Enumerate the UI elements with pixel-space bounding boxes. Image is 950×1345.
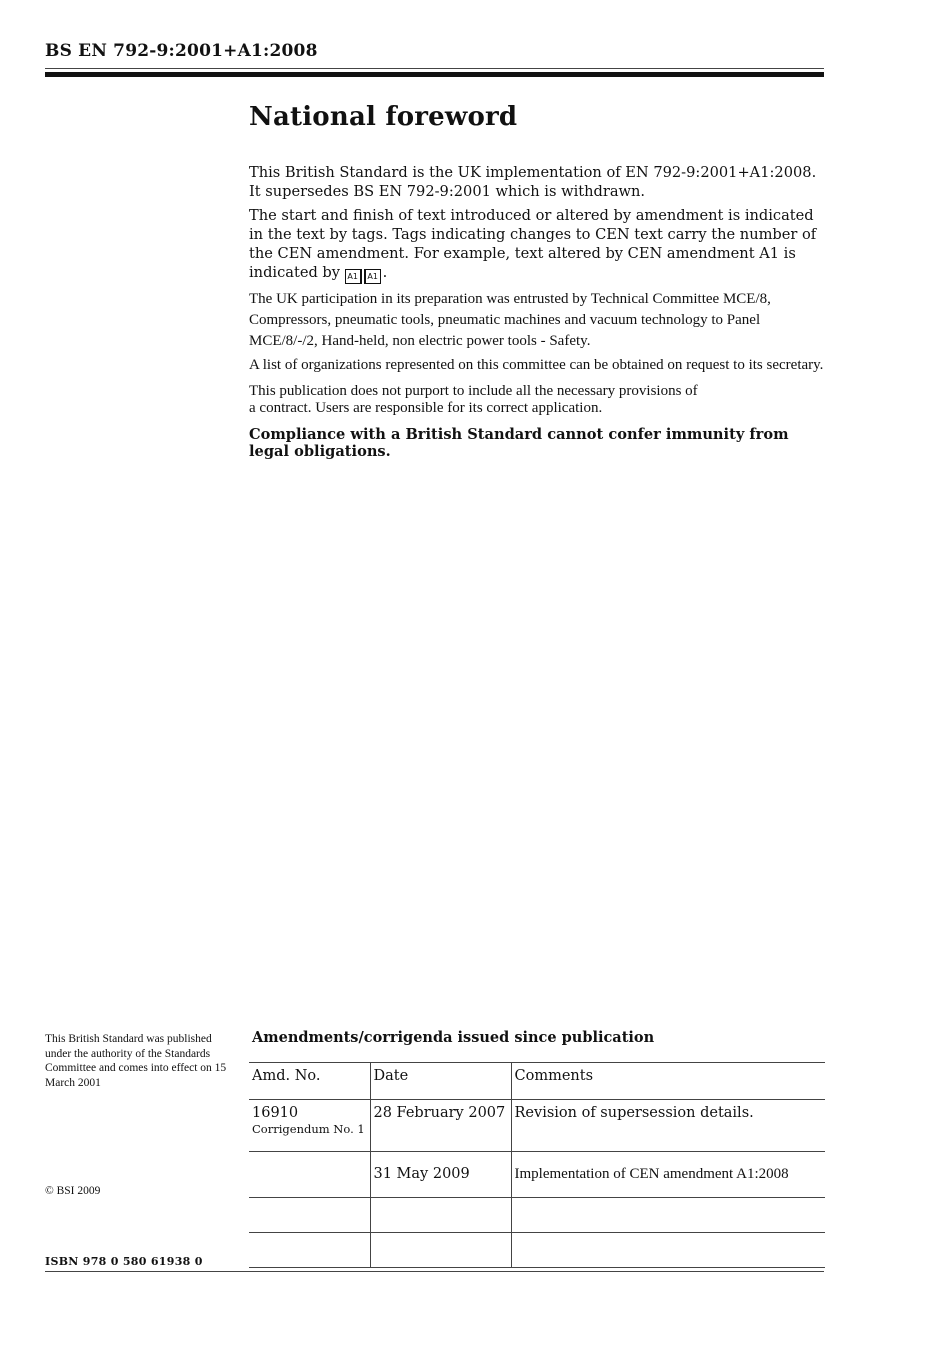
paragraph-compliance: Compliance with a British Standard cannot confer immunity from legal obligations.: [249, 425, 789, 460]
publication-note: This British Standard was published under the authority of the Standards Committee and comes into effect on 15 March 2001: [45, 1033, 227, 1089]
amendments-title: Amendments/corrigenda issued since publication: [252, 1029, 655, 1046]
amd-no-cell: [249, 1198, 370, 1233]
amd-no-cell: [249, 1100, 370, 1152]
paragraph-amendment-tags-text: The start and finish of text introduced or altered by amendment is indicated in the text by tags. Tags indicating changes to CEN text carry the number of the CEN amendment. For example, text altered by CEN amendment A1 is indicated by: [249, 207, 817, 281]
comments-cell: [511, 1198, 825, 1233]
column-header-date: Date: [370, 1063, 511, 1100]
paragraph-implementation: [249, 163, 824, 201]
paragraph-contract-line2: a contract. Users are responsible for its correct application.: [249, 400, 603, 416]
date-cell: [370, 1198, 511, 1233]
amendment-end-tag-icon: A1: [364, 269, 381, 284]
paragraph-contract-line1: This publication does not purport to include all the necessary provisions of: [249, 382, 698, 399]
comments-cell: Revision of supersession details.: [511, 1100, 825, 1152]
paragraph-amendment-tags-end: .: [382, 264, 388, 281]
header-rule-thick: [45, 72, 824, 77]
amd-sub: Corrigendum No. 1: [252, 1122, 365, 1136]
copyright-notice: © BSI 2009: [45, 1185, 101, 1197]
paragraph-committee: The UK participation in its preparation was entrusted by Technical Committee MCE/8, Compressors, pneumatic tools, pneumatic machines and vacuum technology to Panel MCE/8/-/2, Hand-held, non electric power tools - Safety.: [249, 291, 771, 349]
paragraph-contract: [249, 383, 824, 418]
paragraph-organizations: A list of organizations represented on this committee can be obtained on request to its secretary.: [249, 357, 824, 373]
amendments-table: [249, 1062, 825, 1268]
foreword-body: [249, 163, 824, 466]
table-row: [249, 1100, 825, 1152]
paragraph-implementation-line1: This British Standard is the UK implementation of EN 792-9:2001+A1:2008.: [249, 164, 817, 181]
paragraph-amendment-tags: [249, 206, 824, 284]
isbn: ISBN 978 0 580 61938 0: [45, 1255, 203, 1268]
comments-cell: Implementation of CEN amendment A1:2008: [511, 1152, 825, 1198]
page-title: National foreword: [249, 102, 518, 132]
amendment-start-tag-icon: A1: [345, 269, 362, 284]
table-header-row: [249, 1063, 825, 1100]
header-rule-thin: [45, 68, 824, 69]
amd-no: 16910: [252, 1105, 299, 1121]
footer-rule: [45, 1271, 824, 1272]
table-row: [249, 1198, 825, 1233]
table-row: [249, 1233, 825, 1268]
date-cell: 31 May 2009: [370, 1152, 511, 1198]
table-row: [249, 1152, 825, 1198]
date-cell: 28 February 2007: [370, 1100, 511, 1152]
column-header-amd-no: Amd. No.: [249, 1063, 370, 1100]
amd-no-cell: [249, 1233, 370, 1268]
amd-no-cell: [249, 1152, 370, 1198]
date-cell: [370, 1233, 511, 1268]
document-id: BS EN 792-9:2001+A1:2008: [45, 41, 318, 61]
comments-cell: [511, 1233, 825, 1268]
paragraph-implementation-line2: It supersedes BS EN 792-9:2001 which is withdrawn.: [249, 183, 646, 200]
column-header-comments: Comments: [511, 1063, 825, 1100]
